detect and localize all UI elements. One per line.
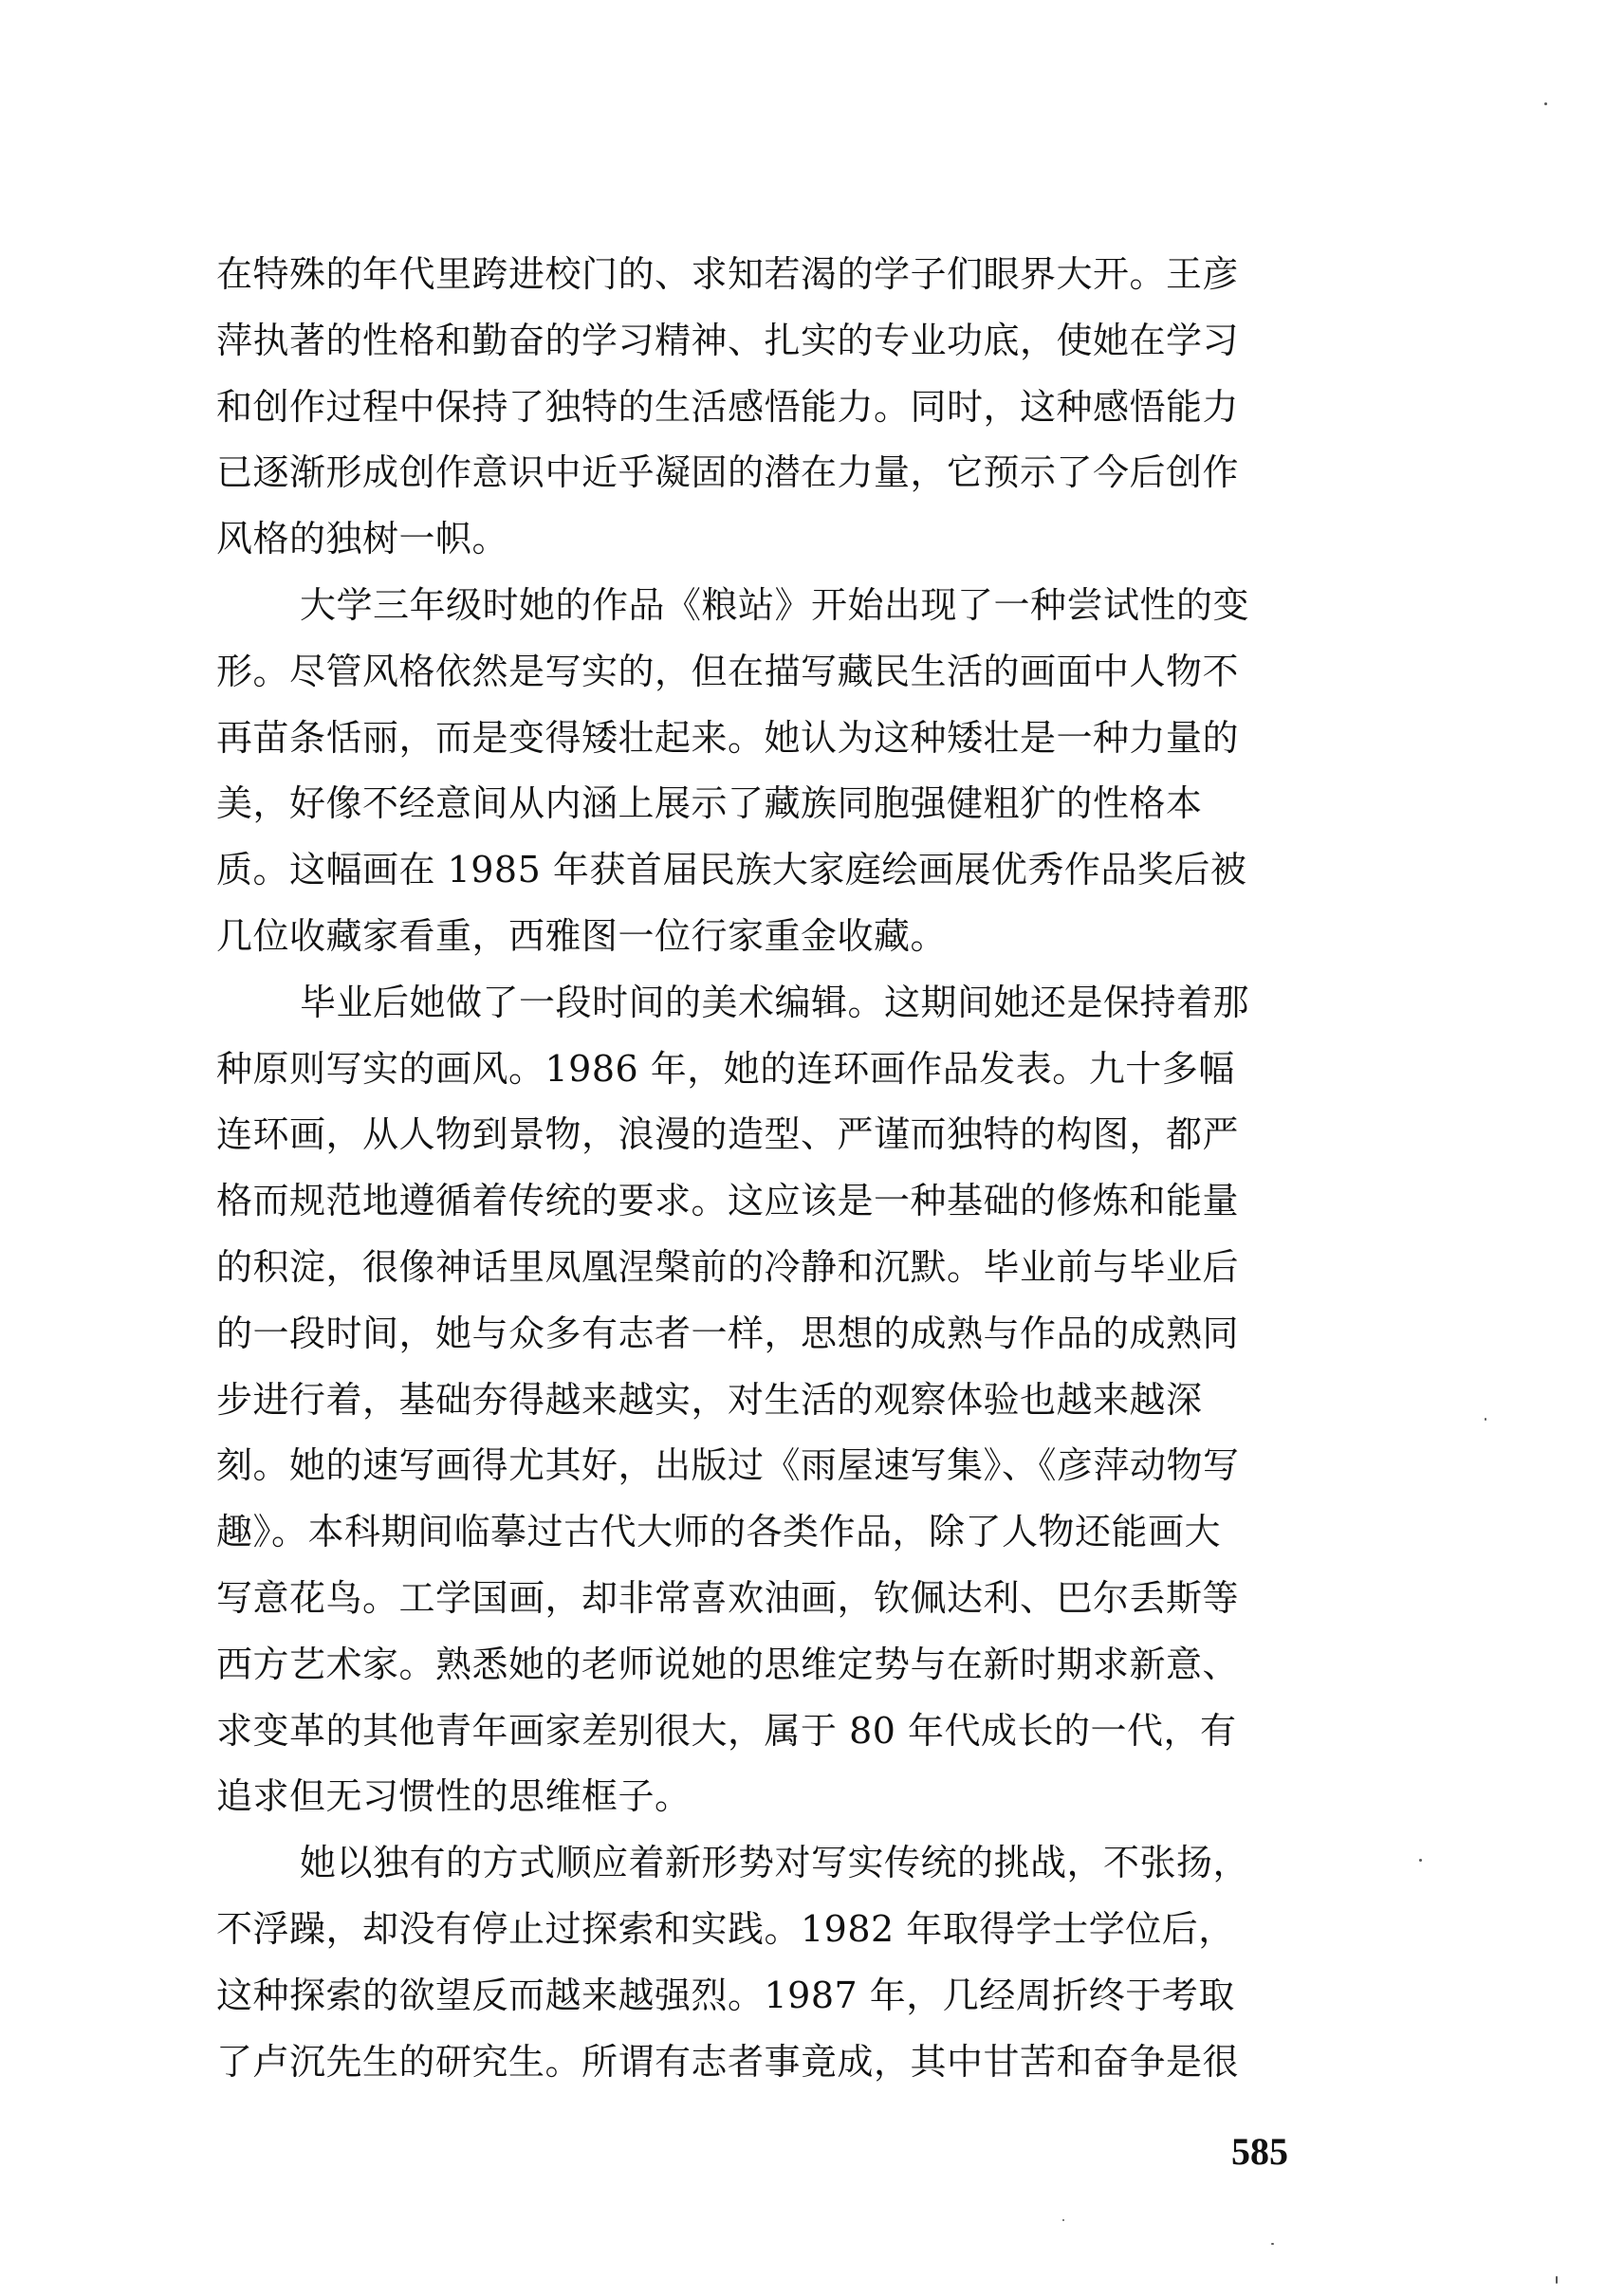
text-line: 萍执著的性格和勤奋的学习精神、扎实的专业功底，使她在学习 [216, 319, 1240, 361]
scan-speck [1062, 2219, 1064, 2221]
text-line: 的一段时间，她与众多有志者一样，思想的成熟与作品的成熟同 [216, 1312, 1240, 1354]
text-line: 写意花鸟。工学国画，却非常喜欢油画，钦佩达利、巴尔丢斯等 [216, 1576, 1240, 1619]
scan-speck [1544, 102, 1547, 105]
text-line: 趣》。本科期间临摹过古代大师的各类作品，除了人物还能画大 [216, 1511, 1222, 1553]
text-line: 美，好像不经意间从内涵上展示了藏族同胞强健粗犷的性格本 [216, 782, 1203, 825]
text-line: 步进行着，基础夯得越来越实，对生活的观察体验也越来越深 [216, 1378, 1203, 1421]
text-line: 刻。她的速写画得尤其好，出版过《雨屋速写集》、《彦萍动物写 [216, 1444, 1240, 1487]
text-line: 她以独有的方式顺应着新形势对写实传统的挑战，不张扬， [300, 1842, 1250, 1884]
text-line: 西方艺术家。熟悉她的老师说她的思维定势与在新时期求新意、 [216, 1643, 1240, 1685]
text-line: 风格的独树一帜。 [216, 518, 509, 560]
text-line: 连环画，从人物到景物，浪漫的造型、严谨而独特的构图，都严 [216, 1113, 1240, 1156]
page-number: 585 [1231, 2130, 1288, 2173]
text-line: 已逐渐形成创作意识中近乎凝固的潜在力量，它预示了今后创作 [216, 451, 1240, 494]
text-line: 毕业后她做了一段时间的美术编辑。这期间她还是保持着那 [300, 981, 1250, 1023]
text-line: 了卢沉先生的研究生。所谓有志者事竟成，其中甘苦和奋争是很 [216, 2040, 1240, 2083]
text-line: 不浮躁，却没有停止过探索和实践。1982 年取得学士学位后， [216, 1907, 1235, 1950]
text-line: 几位收藏家看重，西雅图一位行家重金收藏。 [216, 914, 948, 957]
text-line: 种原则写实的画风。1986 年，她的连环画作品发表。九十多幅 [216, 1047, 1235, 1090]
text-line: 追求但无习惯性的思维框子。 [216, 1775, 692, 1818]
text-line: 大学三年级时她的作品《粮站》开始出现了一种尝试性的变 [300, 583, 1250, 626]
text-line: 形。尽管风格依然是写实的，但在描写藏民生活的画面中人物不 [216, 650, 1240, 692]
body-text [216, 242, 1393, 2095]
text-line: 求变革的其他青年画家差别很大，属于 80 年代成长的一代，有 [216, 1709, 1237, 1752]
text-line: 和创作过程中保持了独特的生活感悟能力。同时，这种感悟能力 [216, 385, 1240, 428]
scan-speck [1419, 1859, 1422, 1862]
text-line: 再苗条恬丽，而是变得矮壮起来。她认为这种矮壮是一种力量的 [216, 716, 1240, 759]
text-line: 的积淀，很像神话里凤凰涅槃前的冷静和沉默。毕业前与毕业后 [216, 1245, 1240, 1288]
scan-speck [1556, 2276, 1558, 2284]
text-line: 质。这幅画在 1985 年获首届民族大家庭绘画展优秀作品奖后被 [216, 849, 1247, 891]
text-line: 这种探索的欲望反而越来越强烈。1987 年，几经周折终于考取 [216, 1974, 1235, 2016]
text-line: 格而规范地遵循着传统的要求。这应该是一种基础的修炼和能量 [216, 1180, 1240, 1222]
text-line: 在特殊的年代里跨进校门的、求知若渴的学子们眼界大开。王彦 [216, 253, 1240, 295]
scan-speck [1485, 1418, 1486, 1421]
scan-speck [1271, 2243, 1274, 2245]
